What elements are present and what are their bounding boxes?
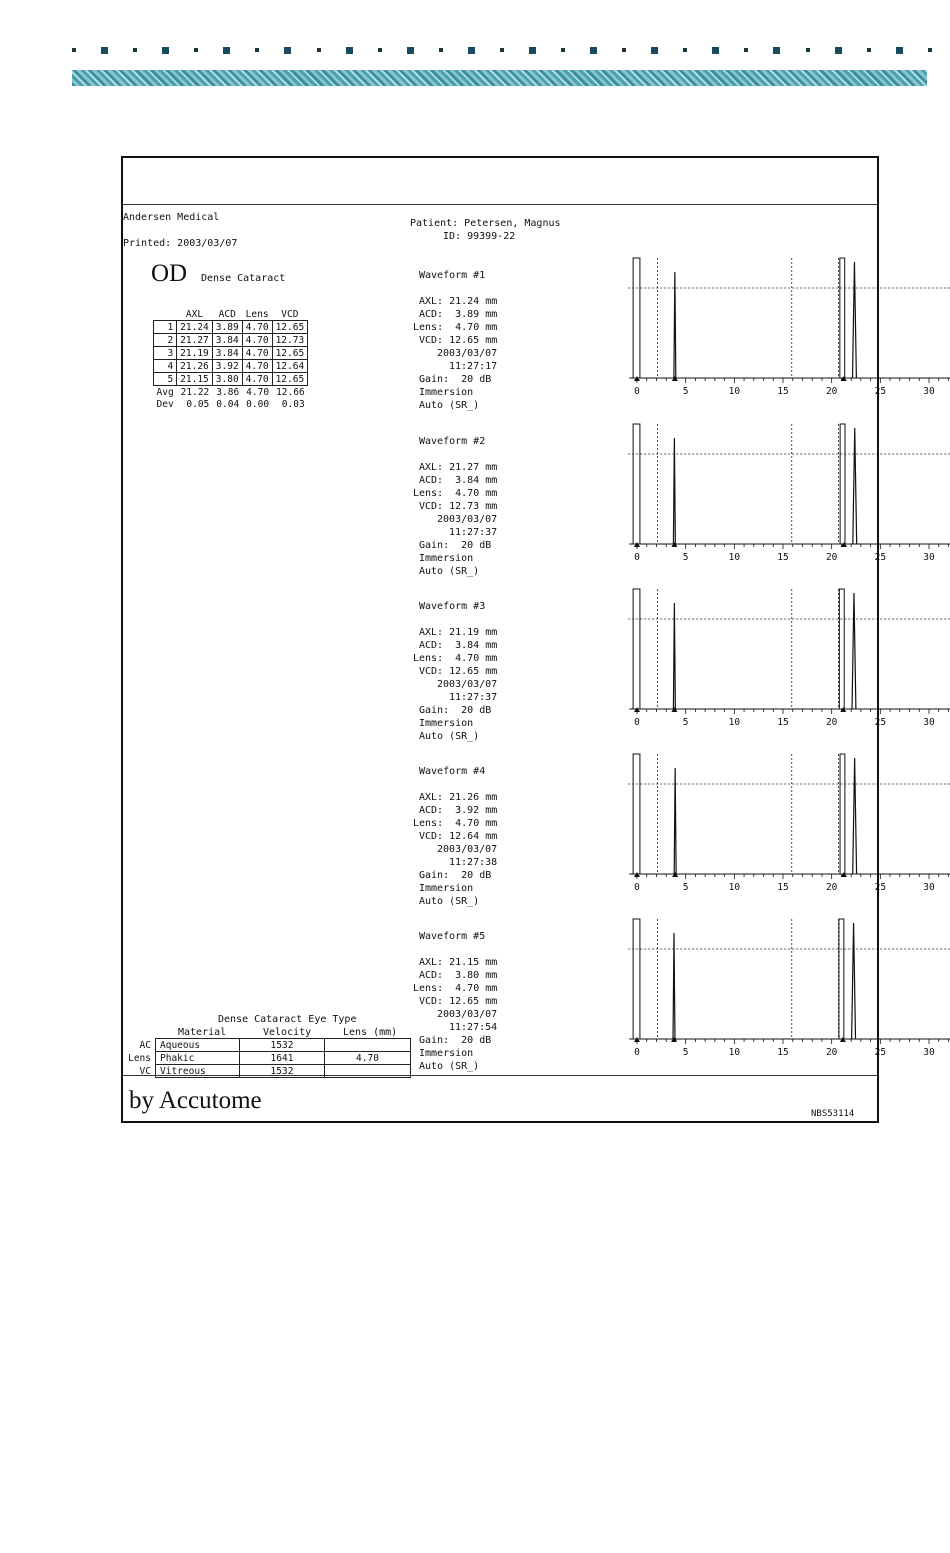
waveform-title: Waveform #3 (419, 601, 486, 612)
waveform-time: 11:27:54 (449, 1022, 498, 1033)
material-name: Vitreous (156, 1065, 240, 1078)
decorative-dot (194, 48, 198, 52)
retina-spike (839, 589, 844, 709)
axis-tick-label: 10 (728, 386, 741, 397)
decorative-dot (255, 48, 259, 52)
waveform-title: Waveform #5 (419, 931, 486, 942)
probe-echo-spike (633, 919, 640, 1039)
axis-tick-label: 5 (682, 882, 689, 893)
cell-acd: 3.89 (212, 321, 242, 334)
dev-vcd: 0.03 (281, 398, 305, 410)
row-number: 4 (154, 360, 177, 373)
material-code: Lens (128, 1052, 151, 1064)
waveform-acd: ACD: 3.84 mm (419, 640, 498, 651)
sclera-spike (852, 262, 856, 378)
measurement-row (154, 373, 308, 386)
cell-acd: 3.84 (212, 347, 242, 360)
axis-tick-label: 20 (825, 552, 838, 563)
decorative-dot (317, 48, 321, 52)
cell-acd: 3.84 (212, 334, 242, 347)
col-header: Lens (245, 308, 269, 320)
avg-label: Avg (156, 386, 174, 398)
decorative-dot (773, 47, 780, 54)
decorative-dot-row (72, 44, 932, 56)
retina-spike (840, 258, 845, 378)
waveform-auto: Auto (SR_) (419, 896, 480, 907)
waveform-panel-4 (409, 754, 935, 914)
patient-name: Patient: Petersen, Magnus (410, 218, 561, 229)
waveform-vcd: VCD: 12.65 mm (419, 335, 498, 346)
cell-vcd: 12.65 (272, 321, 308, 334)
decorative-dot (468, 47, 475, 54)
axis-tick-label: 10 (728, 552, 741, 563)
decorative-dot (928, 48, 932, 52)
waveform-axl: AXL: 21.19 mm (419, 627, 498, 638)
waveform-gain: Gain: 20 dB (419, 540, 492, 551)
waveform-acd: ACD: 3.84 mm (419, 475, 498, 486)
row-number: 5 (154, 373, 177, 386)
waveform-panel-5 (409, 919, 935, 1079)
axis-tick-label: 10 (728, 717, 741, 728)
measurement-row (154, 334, 308, 347)
waveform-time: 11:27:37 (449, 527, 498, 538)
header-divider (123, 204, 877, 205)
waveform-vcd: VCD: 12.65 mm (419, 666, 498, 677)
probe-echo-spike (633, 258, 640, 378)
waveform-plot (409, 424, 935, 584)
waveform-mode: Immersion (419, 718, 474, 729)
dev-axl: 0.05 (186, 398, 210, 410)
material-code: AC (139, 1039, 151, 1051)
waveform-time: 11:27:38 (449, 857, 498, 868)
waveform-acd: ACD: 3.92 mm (419, 805, 498, 816)
material-lens-mm (325, 1065, 411, 1078)
waveform-title: Waveform #2 (419, 436, 486, 447)
decorative-dot (590, 47, 597, 54)
cell-axl: 21.27 (177, 334, 213, 347)
waveform-plot (409, 258, 935, 418)
decorative-dot (622, 48, 626, 52)
material-code: VC (139, 1065, 151, 1077)
avg-vcd: 12.66 (276, 386, 305, 398)
waveform-lens: Lens: 4.70 mm (413, 322, 498, 333)
axis-tick-label: 5 (682, 552, 689, 563)
decorative-dot (133, 48, 137, 52)
waveform-panel-2 (409, 424, 935, 584)
cell-vcd: 12.65 (272, 373, 308, 386)
cell-acd: 3.92 (212, 360, 242, 373)
waveform-time: 11:27:17 (449, 361, 498, 372)
waveform-plot (409, 754, 935, 914)
probe-echo-spike (633, 754, 640, 874)
waveform-mode: Immersion (419, 883, 474, 894)
material-velocity: 1641 (240, 1052, 325, 1065)
axis-tick-label: 0 (634, 1047, 640, 1058)
waveform-date: 2003/03/07 (437, 348, 498, 359)
cell-axl: 21.19 (177, 347, 213, 360)
waveform-title: Waveform #4 (419, 766, 486, 777)
decorative-dot (346, 47, 353, 54)
row-number: 3 (154, 347, 177, 360)
decorative-dot (101, 47, 108, 54)
sclera-spike (853, 428, 857, 544)
decorative-dot (867, 48, 871, 52)
axis-tick-label: 25 (874, 552, 887, 563)
axis-tick-label: 0 (634, 717, 640, 728)
clinic-name: Andersen Medical (123, 212, 220, 223)
waveform-date: 2003/03/07 (437, 844, 498, 855)
waveform-acd: ACD: 3.80 mm (419, 970, 498, 981)
average-row (154, 386, 308, 399)
cell-axl: 21.24 (177, 321, 213, 334)
axis-tick-label: 5 (682, 1047, 689, 1058)
axis-tick-label: 30 (923, 717, 935, 728)
decorative-dot (378, 48, 382, 52)
waveform-axl: AXL: 21.15 mm (419, 957, 498, 968)
col-header: AXL (185, 308, 204, 320)
waveform-auto: Auto (SR_) (419, 1061, 480, 1072)
avg-acd: 3.86 (216, 386, 240, 398)
cell-lens: 4.70 (242, 373, 272, 386)
measurement-row (154, 321, 308, 334)
decorative-dot (500, 48, 504, 52)
retina-spike (839, 919, 844, 1039)
cell-vcd: 12.65 (272, 347, 308, 360)
axis-tick-label: 20 (825, 717, 838, 728)
decorative-dot (72, 48, 76, 52)
decorative-dot (223, 47, 230, 54)
material-name: Phakic (156, 1052, 240, 1065)
probe-echo-spike (633, 589, 640, 709)
lens-front-spike (674, 272, 676, 378)
axis-tick-label: 15 (777, 717, 789, 728)
cell-axl: 21.26 (177, 360, 213, 373)
material-lens-mm: 4.70 (325, 1052, 411, 1065)
decorative-dot (162, 47, 169, 54)
material-row (123, 1039, 411, 1052)
waveform-vcd: VCD: 12.73 mm (419, 501, 498, 512)
velocity-header: Velocity (263, 1027, 312, 1038)
decorative-dot (896, 47, 903, 54)
sclera-spike (852, 593, 856, 709)
waveform-vcd: VCD: 12.65 mm (419, 996, 498, 1007)
material-header: Material (178, 1027, 227, 1038)
decorative-dot (529, 47, 536, 54)
cell-lens: 4.70 (242, 334, 272, 347)
waveform-gain: Gain: 20 dB (419, 374, 492, 385)
waveform-vcd: VCD: 12.64 mm (419, 831, 498, 842)
waveform-auto: Auto (SR_) (419, 566, 480, 577)
waveform-lens: Lens: 4.70 mm (413, 653, 498, 664)
cell-axl: 21.15 (177, 373, 213, 386)
waveform-date: 2003/03/07 (437, 514, 498, 525)
measurement-row (154, 347, 308, 360)
eye-type: Dense Cataract (201, 273, 286, 284)
waveform-mode: Immersion (419, 1048, 474, 1059)
a-scan-report (121, 156, 935, 1123)
avg-lens: 4.70 (246, 386, 270, 398)
axis-tick-label: 25 (874, 1047, 887, 1058)
decorative-dot (651, 47, 658, 54)
material-velocity: 1532 (240, 1039, 325, 1052)
col-header: VCD (281, 308, 299, 320)
lens-front-spike (673, 603, 675, 709)
waveform-title: Waveform #1 (419, 270, 486, 281)
waveform-plot (409, 589, 935, 749)
material-table-title: Dense Cataract Eye Type (218, 1014, 357, 1025)
waveform-gain: Gain: 20 dB (419, 1035, 492, 1046)
waveform-date: 2003/03/07 (437, 1009, 498, 1020)
brand-logo-text: by Accutome (129, 1087, 262, 1114)
waveform-axl: AXL: 21.26 mm (419, 792, 498, 803)
waveform-time: 11:27:37 (449, 692, 498, 703)
cell-lens: 4.70 (242, 360, 272, 373)
waveform-lens: Lens: 4.70 mm (413, 488, 498, 499)
axis-tick-label: 25 (874, 386, 887, 397)
axis-tick-label: 20 (825, 882, 838, 893)
material-velocity: 1532 (240, 1065, 325, 1078)
decorative-dot (835, 47, 842, 54)
material-name: Aqueous (156, 1039, 240, 1052)
decorative-dot (439, 48, 443, 52)
waveform-lens: Lens: 4.70 mm (413, 818, 498, 829)
waveform-date: 2003/03/07 (437, 679, 498, 690)
waveform-axl: AXL: 21.24 mm (419, 296, 498, 307)
waveform-panel-3 (409, 589, 935, 749)
axis-tick-label: 10 (728, 882, 741, 893)
sclera-spike (852, 923, 856, 1039)
waveform-auto: Auto (SR_) (419, 400, 480, 411)
decorative-dot (683, 48, 687, 52)
printed-date: Printed: 2003/03/07 (123, 238, 238, 249)
material-row (123, 1065, 411, 1078)
waveform-gain: Gain: 20 dB (419, 705, 492, 716)
decorative-dot (407, 47, 414, 54)
decorative-dot (284, 47, 291, 54)
decorative-dot (744, 48, 748, 52)
waveform-gain: Gain: 20 dB (419, 870, 492, 881)
lens-front-spike (673, 933, 675, 1039)
axis-tick-label: 15 (777, 1047, 789, 1058)
decorative-banner (72, 70, 927, 86)
eye-label: OD (151, 260, 188, 287)
axis-tick-label: 30 (923, 552, 935, 563)
cell-acd: 3.80 (212, 373, 242, 386)
patient-id: ID: 99399-22 (443, 231, 516, 242)
retina-spike (840, 424, 845, 544)
cell-vcd: 12.64 (272, 360, 308, 373)
cell-lens: 4.70 (242, 347, 272, 360)
dev-acd: 0.04 (216, 398, 240, 410)
axis-tick-label: 5 (682, 717, 689, 728)
axis-tick-label: 15 (777, 386, 789, 397)
deviation-row (154, 398, 308, 410)
measurement-row (154, 360, 308, 373)
sclera-spike (853, 758, 857, 874)
waveform-mode: Immersion (419, 387, 474, 398)
axis-tick-label: 30 (923, 386, 935, 397)
measurement-table (153, 308, 308, 410)
lens-mm-header: Lens (mm) (343, 1027, 398, 1038)
waveform-axl: AXL: 21.27 mm (419, 462, 498, 473)
dev-label: Dev (156, 398, 174, 410)
axis-tick-label: 10 (728, 1047, 741, 1058)
material-lens-mm (325, 1039, 411, 1052)
col-header: ACD (218, 308, 236, 320)
axis-tick-label: 15 (777, 552, 789, 563)
avg-axl: 21.22 (180, 386, 210, 398)
axis-tick-label: 0 (634, 882, 640, 893)
material-row (123, 1052, 411, 1065)
axis-tick-label: 20 (825, 1047, 838, 1058)
waveform-auto: Auto (SR_) (419, 731, 480, 742)
material-table (123, 1038, 411, 1078)
decorative-dot (806, 48, 810, 52)
cell-lens: 4.70 (242, 321, 272, 334)
probe-echo-spike (633, 424, 640, 544)
waveform-panel-1 (409, 258, 935, 418)
document-code: NBS53114 (811, 1109, 855, 1119)
retina-spike (840, 754, 845, 874)
cell-vcd: 12.73 (272, 334, 308, 347)
axis-tick-label: 25 (874, 882, 887, 893)
waveform-mode: Immersion (419, 553, 474, 564)
measurement-header-row (154, 308, 308, 321)
row-number: 2 (154, 334, 177, 347)
axis-tick-label: 5 (682, 386, 689, 397)
lens-front-spike (674, 768, 676, 874)
decorative-dot (561, 48, 565, 52)
row-number: 1 (154, 321, 177, 334)
axis-tick-label: 0 (634, 552, 640, 563)
axis-tick-label: 20 (825, 386, 838, 397)
axis-tick-label: 30 (923, 1047, 935, 1058)
dev-lens: 0.00 (246, 398, 270, 410)
waveform-acd: ACD: 3.89 mm (419, 309, 498, 320)
decorative-dot (712, 47, 719, 54)
axis-tick-label: 25 (874, 717, 887, 728)
waveform-lens: Lens: 4.70 mm (413, 983, 498, 994)
axis-tick-label: 30 (923, 882, 935, 893)
axis-tick-label: 0 (634, 386, 640, 397)
lens-front-spike (673, 438, 675, 544)
waveform-plot (409, 919, 935, 1079)
axis-tick-label: 15 (777, 882, 789, 893)
